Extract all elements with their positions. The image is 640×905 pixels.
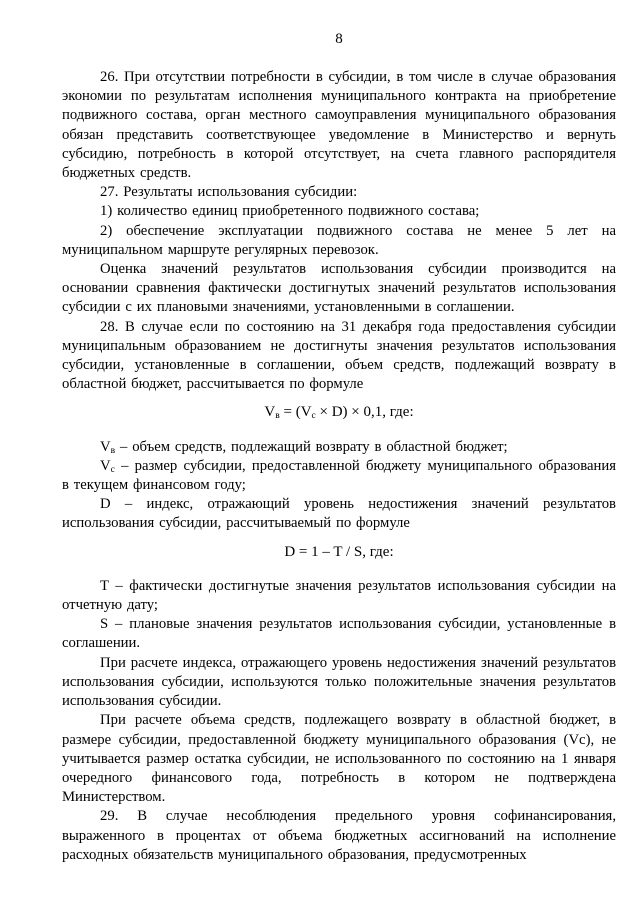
formula	[62, 543, 616, 562]
text-run: × D) × 0,1, где:	[315, 404, 414, 421]
formula	[62, 403, 616, 422]
text-run: – размер субсидии, предоставленной бюджету муниципального образования в текущем финансовом году;	[62, 457, 616, 494]
text-run: 26. При отсутствии потребности в субсидии, в том числе в случае образования экономии по результатам исполнения муниципального контракта на приобретение подвижного состава, орган местного самоуправления муниципального образования обязан представить соответствующее уведомление в Министерство и вернуть субсидию, потребность в которой отсутствует, на счета главного распорядителя бюджетных средств.	[62, 69, 616, 182]
paragraph	[62, 438, 616, 457]
paragraph	[62, 495, 616, 533]
text-run: V	[100, 438, 111, 455]
paragraph	[62, 68, 616, 183]
paragraph	[62, 615, 616, 653]
text-run: V	[264, 404, 276, 421]
text-run: 27. Результаты использования субсидии:	[100, 184, 358, 201]
text-run: При расчете объема средств, подлежащего возврату в областной бюджет, в размере субсидии, предоставленной бюджету муниципального образования (Vс), не учитывается размер остатка субсидии, не использованного по состоянию на 1 января очередного финансового года, потребность в котором не подтверждена Министерством.	[62, 712, 616, 806]
text-run: 1) количество единиц приобретенного подвижного состава;	[100, 203, 480, 220]
document-body	[62, 68, 616, 865]
text-run: = (V	[279, 404, 312, 421]
formula-subscript: с	[311, 411, 316, 422]
formula-subscript: в	[110, 445, 116, 456]
text-run: Оценка значений результатов использования субсидии производится на основании сравнения фактически достигнутых значений результатов использования субсидии с их плановыми значениями, установленными в соглашении.	[62, 261, 616, 316]
text-run: 2) обеспечение эксплуатации подвижного состава не менее 5 лет на муниципальном маршруте регулярных перевозок.	[62, 222, 616, 258]
formula-subscript: в	[275, 411, 280, 422]
paragraph	[62, 183, 616, 202]
paragraph	[62, 577, 616, 615]
text-run: При расчете индекса, отражающего уровень недостижения значений результатов использования субсидии, используются только положительные значения результатов использования субсидии.	[62, 654, 616, 710]
paragraph	[62, 318, 616, 395]
paragraph	[62, 457, 616, 495]
text-run: 28. В случае если по состоянию на 31 декабря года предоставления субсидии муниципальным образованием не достигнуты значения результатов использования субсидии, установленные в соглашении, объем средств, подлежащий возврату в областной бюджет, рассчитывается по формуле	[62, 318, 616, 393]
text-run: S – плановые значения результатов использования субсидии, установленные в соглашении.	[62, 616, 616, 652]
text-run: D – индекс, отражающий уровень недостижения значений результатов использования субсидии, рассчитываемый по формуле	[62, 496, 616, 532]
paragraph	[62, 654, 616, 712]
formula-subscript: с	[110, 464, 115, 475]
paragraph	[62, 222, 616, 260]
text-run: T – фактически достигнутые значения результатов использования субсидии на отчетную дату;	[62, 577, 616, 614]
text-run: – объем средств, подлежащий возврату в областной бюджет;	[115, 438, 508, 455]
page-number: 8	[335, 31, 343, 47]
paragraph	[62, 260, 616, 318]
text-run: V	[100, 457, 111, 474]
paragraph	[62, 807, 616, 865]
text-run: 29. В случае несоблюдения предельного уровня софинансирования, выраженного в процентах от объема бюджетных ассигнований на исполнение расходных обязательств муниципального образования, предусмотренных	[62, 808, 616, 863]
paragraph	[62, 711, 616, 807]
paragraph	[62, 202, 616, 221]
text-run: D = 1 – T / S, где:	[284, 543, 394, 560]
